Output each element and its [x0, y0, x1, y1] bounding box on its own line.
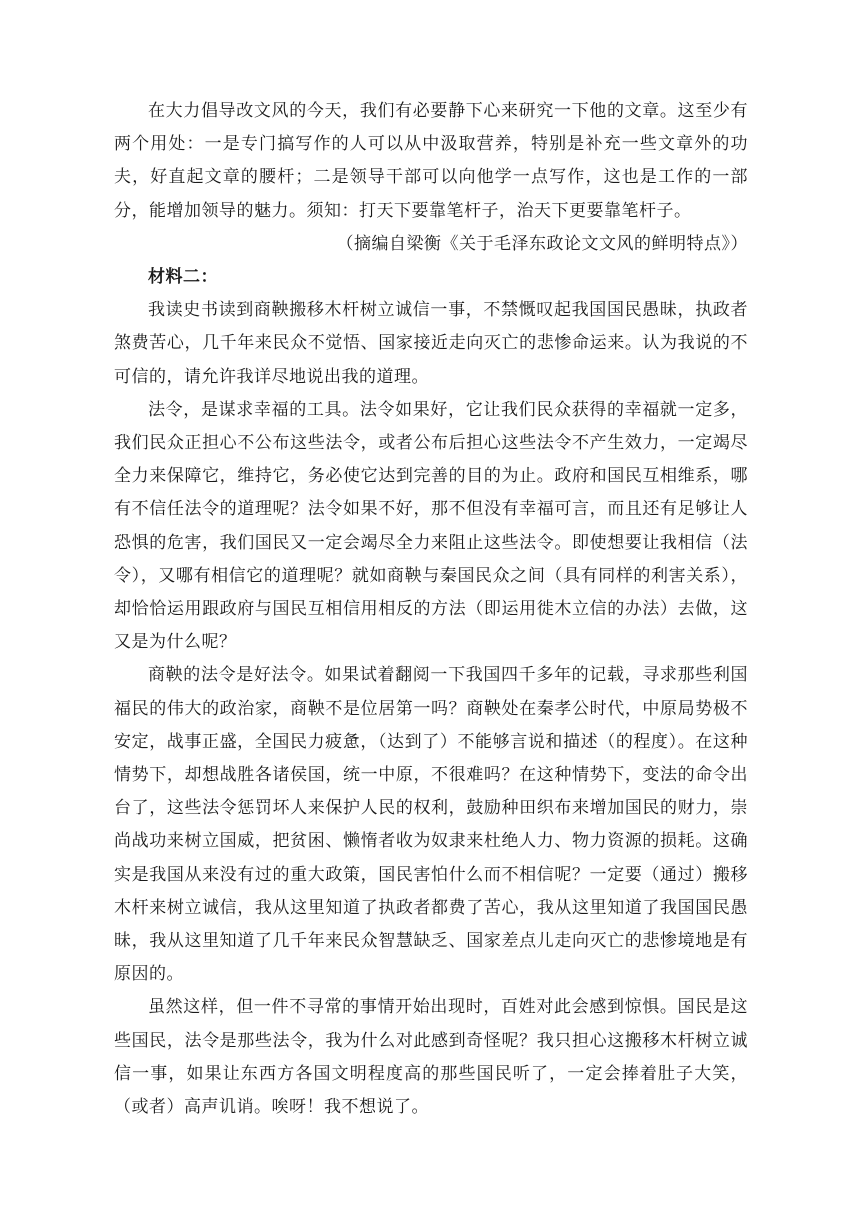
paragraph-law-purpose: 法令，是谋求幸福的工具。法令如果好，它让我们民众获得的幸福就一定多，我们民众正担心不公布这些法令，或者公布后担心这些法令不产生效力，一定竭尽全力来保障它，维持它，务必使它达到完善的目的为止。政府和国民互相维系，哪有不信任法令的道理呢？法令如果不好，那不但没有幸福可言，而且还有足够让人恐惧的危害，我们国民又一定会竭尽全力来阻止这些法令。即使想要让我相信（法令），又哪有相信它的道理呢？就如商鞅与秦国民众之间（具有同样的利害关系），却恰恰运用跟政府与国民互相信用相反的方法（即运用徙木立信的办法）去做，这又是为什么呢？ [114, 399, 748, 653]
paragraph-writing-value: 在大力倡导改文风的今天，我们有必要静下心来研究一下他的文章。这至少有两个用处：一是专门搞写作的人可以从中汲取营养，特别是补充一些文章外的功夫，好直起文章的腰杆；二是领导干部可以向他学一点写作，这也是工作的一部分，能增加领导的魅力。须知：打天下要靠笔杆子，治天下更要靠笔杆子。 [114, 101, 748, 221]
material-two-heading: 材料二： [148, 267, 218, 288]
paragraph-shang-yang-intro: 我读史书读到商鞅搬移木杆树立诚信一事，不禁慨叹起我国国民愚昧，执政者煞费苦心，几千年来民众不觉悟、国家接近走向灭亡的悲惨命运来。认为我说的不可信的，请允许我详尽地说出我的道理。 [114, 300, 748, 387]
paragraph-conclusion: 虽然这样，但一件不寻常的事情开始出现时，百姓对此会感到惊惧。国民是这些国民，法令是那些法令，我为什么对此感到奇怪呢？我只担心这搬移木杆树立诚信一事，如果让东西方各国文明程度高的那些国民听了，一定会捧着肚子大笑，（或者）高声讥诮。唉呀！我不想说了。 [114, 997, 748, 1118]
source-citation: （摘编自梁衡《关于毛泽东政论文文风的鲜明特点》） [336, 233, 748, 254]
paragraph-shang-yang-good-law: 商鞅的法令是好法令。如果试着翻阅一下我国四千多年的记载，寻求那些利国福民的伟大的政治家，商鞅不是位居第一吗？商鞅处在秦孝公时代，中原局势极不安定，战事正盛，全国民力疲惫，（达到了）不能够言说和描述（的程度）。在这种情势下，却想战胜各诸侯国，统一中原，不很难吗？在这种情势下，变法的命令出台了，这些法令惩罚坏人来保护人民的权利，鼓励种田织布来增加国民的财力，崇尚战功来树立国威，把贫困、懒惰者收为奴隶来杜绝人力、物力资源的损耗。这确实是我国从来没有过的重大政策，国民害怕什么而不相信呢？一定要（通过）搬移木杆来树立诚信，我从这里知道了执政者都费了苦心，我从这里知道了我国国民愚昧，我从这里知道了几千年来民众智慧缺乏、国家差点儿走向灭亡的悲惨境地是有原因的。 [114, 665, 748, 985]
